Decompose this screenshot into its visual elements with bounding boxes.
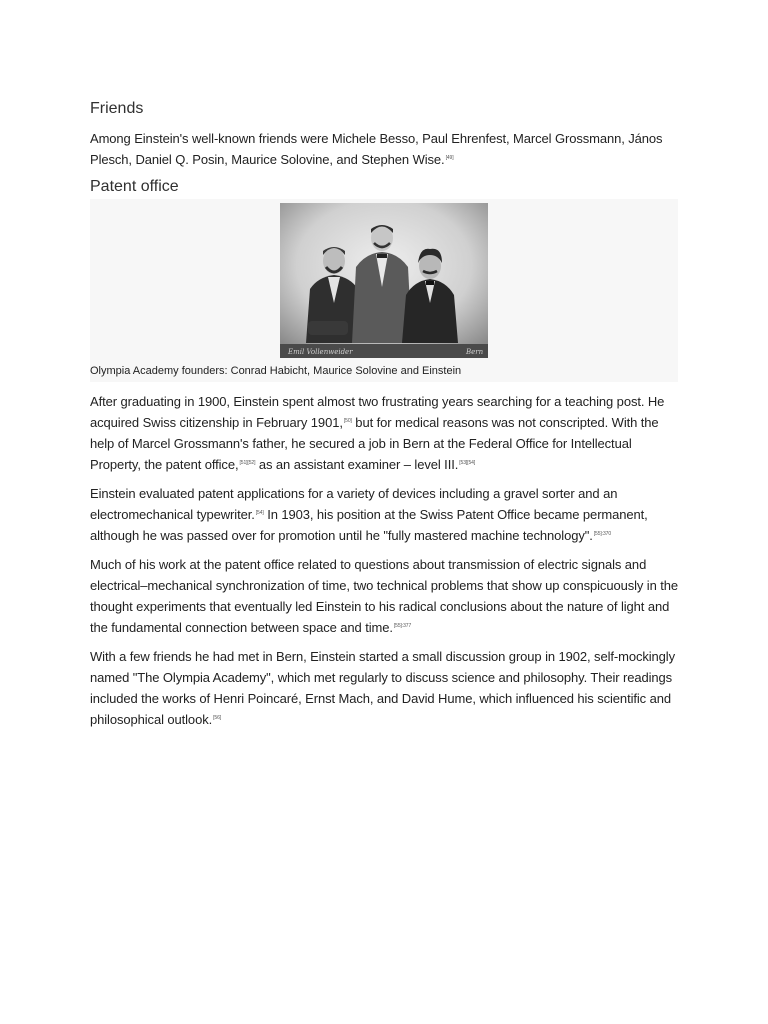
olympia-academy-photo[interactable]: [280, 203, 488, 358]
photo-signature: Emil Vollenweider: [288, 348, 353, 356]
figure-caption: Olympia Academy founders: Conrad Habicht, Maurice Solovine and Einstein: [90, 365, 462, 377]
paragraph-text: In 1903, his position at the Swiss Patent Office became permanent, although he was passed over for promotion until he "fully mastered machine technology".: [90, 507, 648, 543]
citation-link[interactable]: [53][54]: [459, 459, 476, 466]
friends-paragraph: [90, 128, 680, 170]
article-content: [90, 97, 680, 738]
section-heading-friends: Friends: [90, 100, 144, 117]
photo-image: [280, 203, 488, 358]
patent-paragraph-3: [90, 554, 680, 638]
patent-paragraph-1: [90, 391, 680, 475]
citation-link[interactable]: [55]:377: [393, 622, 412, 629]
section-heading-patent-office: Patent office: [90, 178, 179, 195]
paragraph-text: as an assistant examiner – level III.: [255, 457, 459, 472]
citation-link[interactable]: [50]: [343, 417, 352, 424]
paragraph-text: but for medical reasons was not conscripted. With the help of Marcel Grossmann's father, he secured a job in Bern at the Federal Office for Intellectual Property, the patent office,: [90, 415, 659, 472]
citation-link[interactable]: [56]: [213, 714, 222, 721]
citation-link[interactable]: [51][52]: [239, 459, 256, 466]
figure-olympia-academy: [90, 199, 678, 382]
citation-link[interactable]: [55]:370: [593, 530, 612, 537]
friends-text: Among Einstein's well-known friends were Michele Besso, Paul Ehrenfest, Marcel Grossmann, János Plesch, Daniel Q. Posin, Maurice Solovine, and Stephen Wise.: [90, 131, 663, 167]
paragraph-text: With a few friends he had met in Bern, Einstein started a small discussion group in 1902, self-mockingly named "The Olympia Academy", which met regularly to discuss science and philosophy. Their readings included the works of Henri Poincaré, Ernst Mach, and David Hume, which influenced his scientific and philosophical outlook.: [90, 649, 675, 727]
citation-link[interactable]: [49]: [445, 154, 454, 161]
patent-paragraph-4: [90, 646, 680, 730]
paragraph-text: Einstein evaluated patent applications for a variety of devices including a gravel sorter and an electromechanical typewriter.: [90, 486, 618, 522]
photo-mark: Bern: [466, 348, 484, 356]
citation-link[interactable]: [54]: [255, 509, 264, 516]
paragraph-text: Much of his work at the patent office related to questions about transmission of electric signals and electrical–mechanical synchronization of time, two technical problems that show up conspicuously in the thought experiments that eventually led Einstein to his radical conclusions about the nature of light and the fundamental connection between space and time.: [90, 557, 679, 635]
patent-paragraph-2: [90, 483, 680, 546]
paragraph-text: After graduating in 1900, Einstein spent almost two frustrating years searching for a teaching post. He acquired Swiss citizenship in February 1901,: [90, 394, 665, 430]
